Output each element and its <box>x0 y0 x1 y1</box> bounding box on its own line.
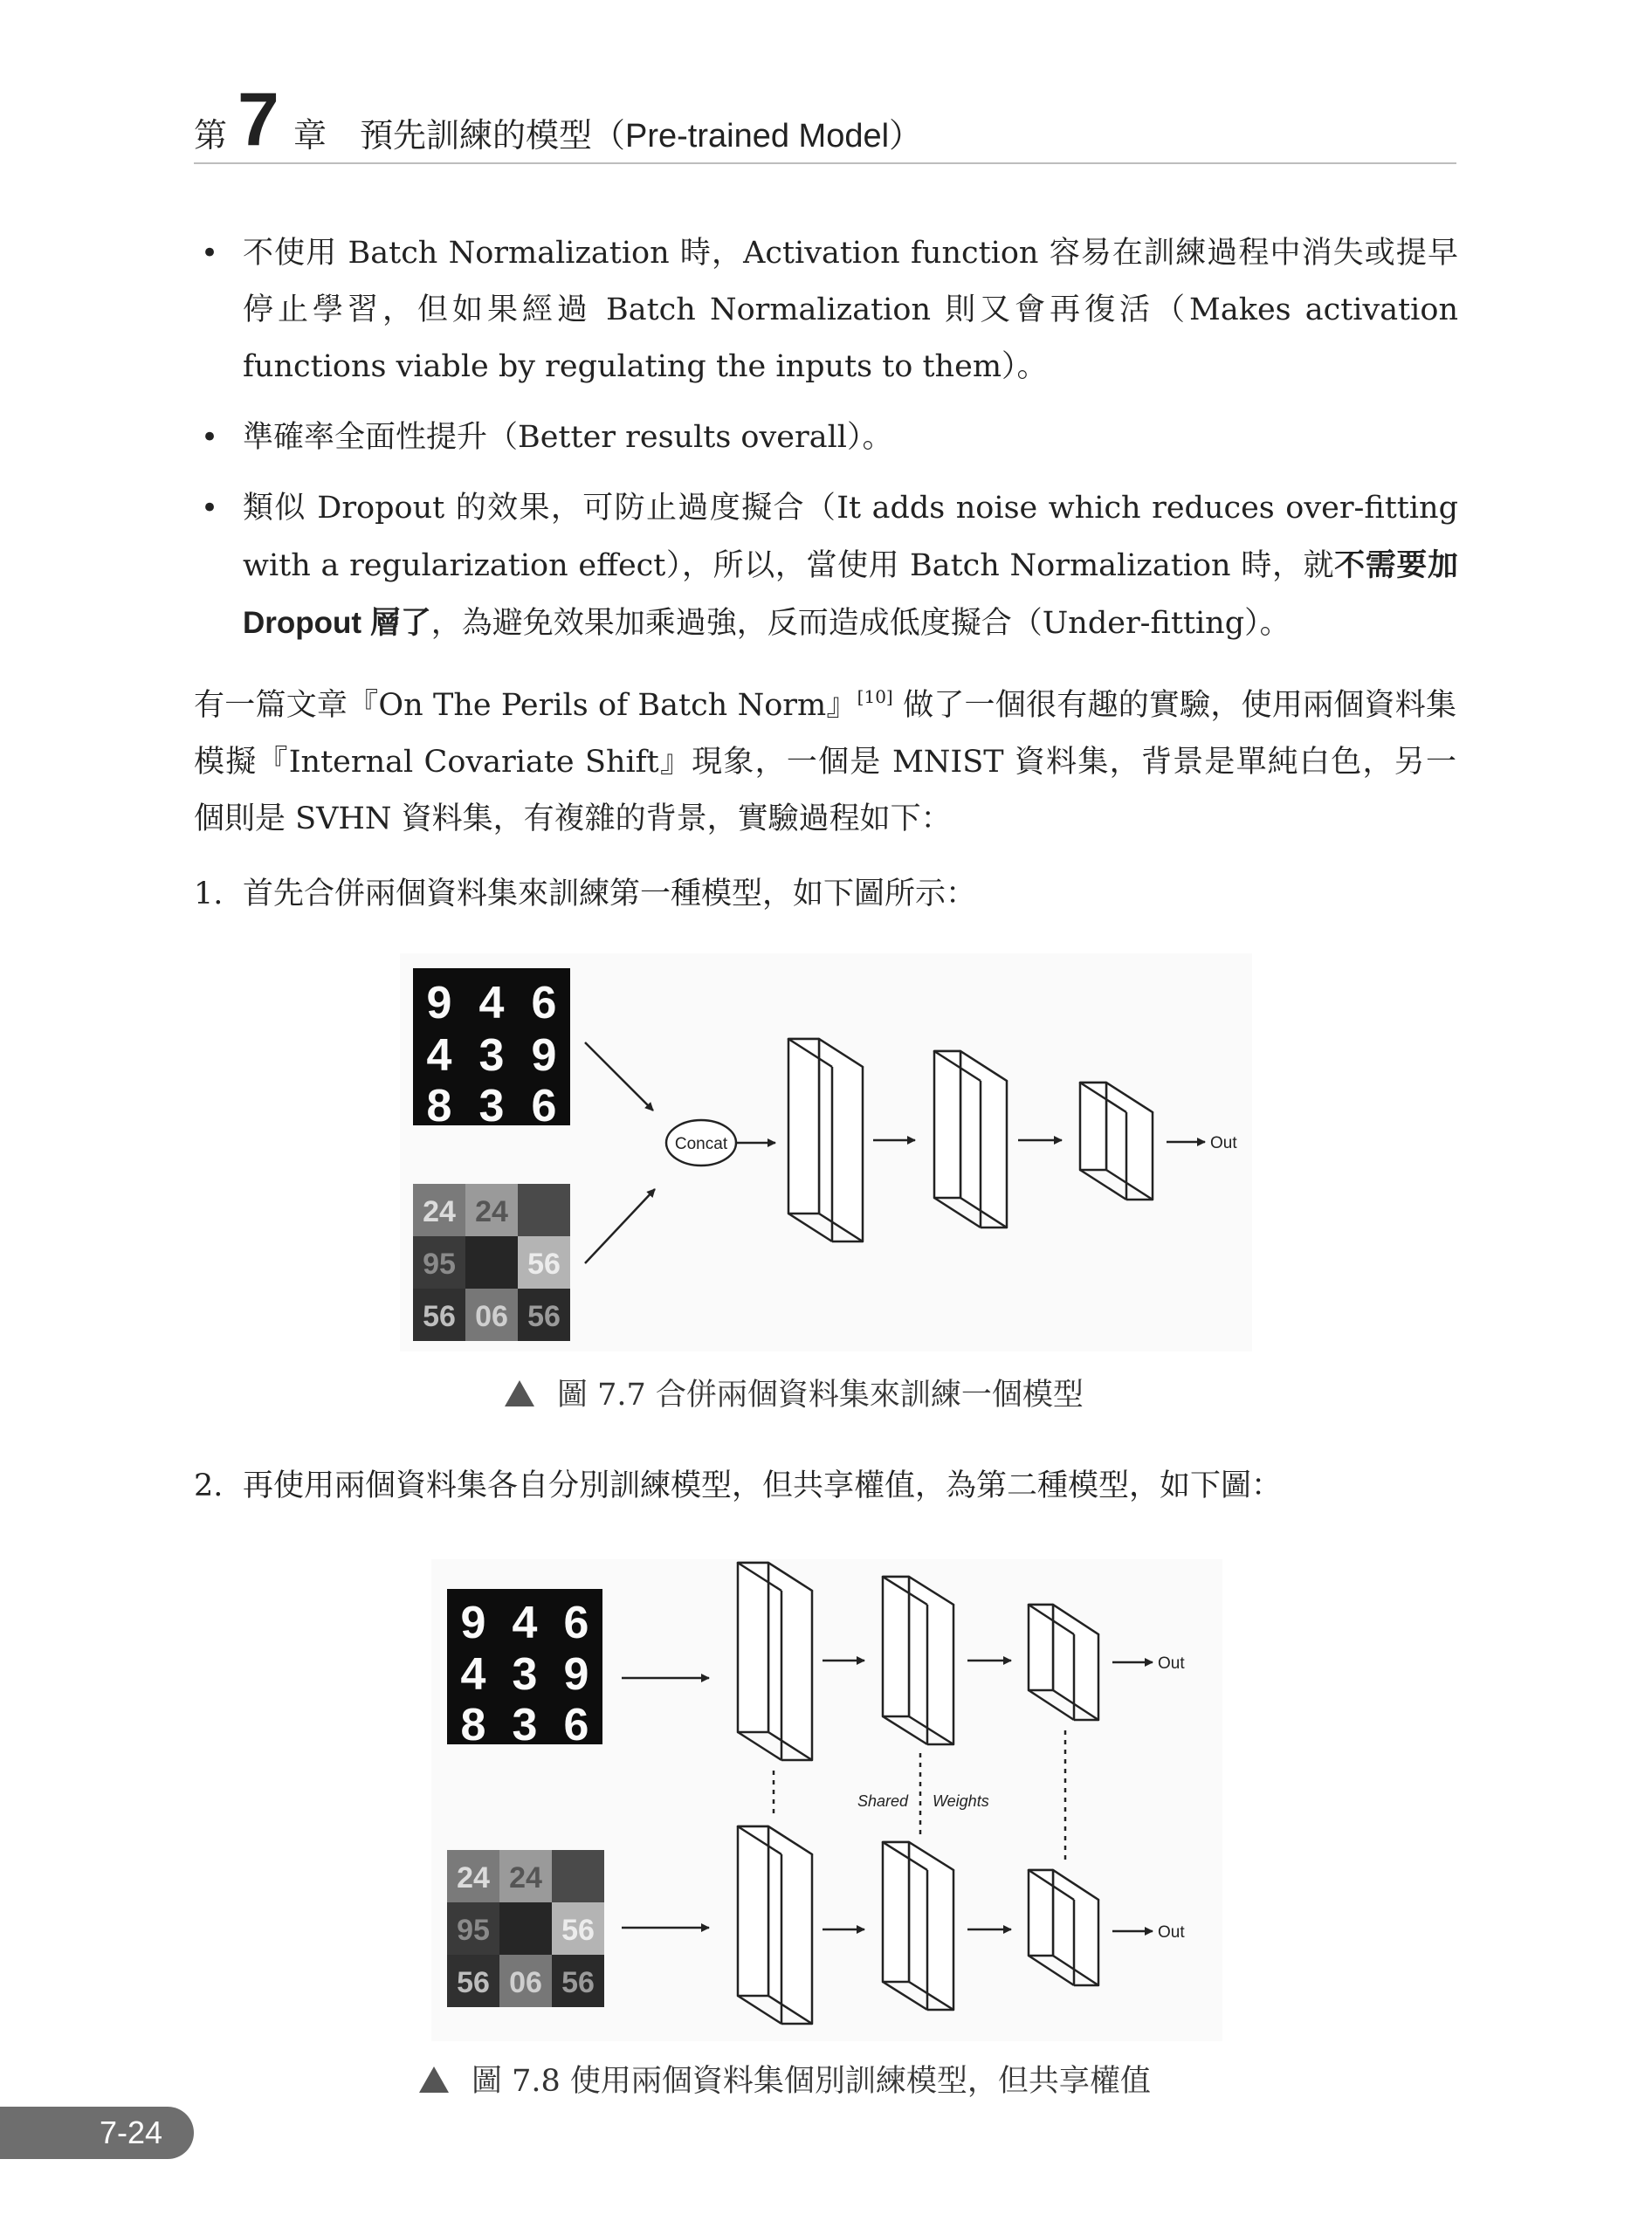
chapter-header <box>194 78 1456 164</box>
network-layer-block <box>788 1039 863 1241</box>
bullet-bold-text: 不需要加 Dropout 層了 <box>243 548 1458 640</box>
body-paragraph <box>194 677 1456 848</box>
weights-label: Weights <box>933 1792 989 1810</box>
mnist-digit: 6 <box>563 1700 589 1750</box>
mnist-image-grid <box>413 968 570 1131</box>
network-layer-block <box>1080 1083 1153 1200</box>
network-layer-block <box>1029 1605 1098 1720</box>
mnist-digit: 8 <box>426 1081 452 1131</box>
svhn-digit: 56 <box>457 1966 490 1999</box>
svhn-digit: 24 <box>457 1861 490 1895</box>
mnist-digit: 8 <box>460 1700 486 1750</box>
mnist-digit: 4 <box>426 1030 452 1081</box>
svhn-digit: 95 <box>423 1248 456 1281</box>
page-number: 7-24 <box>0 2107 194 2159</box>
paragraph-text: 做了一個很有趣的實驗，使用兩個資料集模擬『Internal Covariate Shift』現象，一個是 MNIST 資料集，背景是單純白色，另一個則是 SVHN 資料集，有複雜的背景，實驗過程如下： <box>194 688 1456 836</box>
mnist-digit: 3 <box>478 1081 505 1131</box>
svhn-digit: 06 <box>509 1966 542 1999</box>
concat-label: Concat <box>674 1135 728 1153</box>
out-label: Out <box>1210 1134 1237 1152</box>
mnist-digit: 6 <box>531 978 557 1028</box>
network-layer-block <box>738 1826 812 2024</box>
step-number: 2. <box>194 1468 224 1503</box>
shared-label: Shared <box>857 1792 908 1810</box>
mnist-digit: 9 <box>563 1649 589 1700</box>
out-label-top: Out <box>1158 1654 1185 1673</box>
step-text: 首先合併兩個資料集來訓練第一種模型，如下圖所示： <box>243 877 977 911</box>
bullet-text: ，為避免效果加乘過強，反而造成低度擬合（Under-fitting）。 <box>430 606 1291 641</box>
mnist-digit: 6 <box>563 1598 589 1648</box>
figure-7-8-diagram <box>431 1559 1222 2041</box>
paragraph-text: 有一篇文章『On The Perils of Batch Norm』 <box>194 688 857 723</box>
network-layer-block <box>1029 1870 1098 1985</box>
chapter-prefix: 第 <box>194 118 228 155</box>
citation-ref: [10] <box>857 686 893 707</box>
figure-7-7-diagram <box>400 953 1252 1351</box>
svhn-digit: 24 <box>423 1195 456 1228</box>
mnist-digit: 3 <box>512 1700 538 1750</box>
bullet-item <box>201 409 1458 466</box>
network-layer-block <box>934 1051 1007 1228</box>
out-label-bottom: Out <box>1158 1923 1185 1942</box>
mnist-digit: 4 <box>460 1649 486 1700</box>
network-layer-block <box>738 1563 812 1760</box>
bullet-item <box>201 225 1458 395</box>
bullet-text: 不使用 Batch Normalization 時，Activation function 容易在訓練過程中消失或提早停止學習，但如果經過 Batch Normalization 則又會再復活（Makes activation functions viable by regulating the inputs to them）。 <box>243 236 1458 384</box>
step-text: 再使用兩個資料集各自分別訓練模型，但共享權值，為第二種模型，如下圖： <box>243 1468 1283 1503</box>
svhn-image-grid <box>413 1184 570 1341</box>
svhn-digit: 06 <box>475 1300 508 1333</box>
arrow <box>585 1189 655 1263</box>
svhn-digit: 56 <box>527 1248 561 1281</box>
svhn-digit: 56 <box>561 1914 595 1947</box>
mnist-digit: 9 <box>531 1030 557 1081</box>
figure-7-8 <box>431 1559 1222 2041</box>
svhn-digit: 24 <box>509 1861 542 1895</box>
svhn-digit: 56 <box>423 1300 456 1333</box>
caption-text: 圖 7.7 合併兩個資料集來訓練一個模型 <box>557 1378 1084 1413</box>
bullet-text: 準確率全面性提升（Better results overall）。 <box>243 420 893 455</box>
figure-7-8-caption <box>419 2057 1151 2101</box>
mnist-digit: 4 <box>478 978 505 1028</box>
mnist-digit: 3 <box>512 1649 538 1700</box>
step-2 <box>194 1460 1282 1512</box>
svhn-digit: 95 <box>457 1914 490 1947</box>
figure-7-7 <box>400 953 1252 1351</box>
svhn-image-grid <box>447 1850 604 2007</box>
svhn-digit: 56 <box>561 1966 595 1999</box>
mnist-digit: 6 <box>531 1081 557 1131</box>
bullet-item <box>201 480 1458 652</box>
svhn-digit: 24 <box>475 1195 508 1228</box>
mnist-digit: 9 <box>426 978 452 1028</box>
caption-text: 圖 7.8 使用兩個資料集個別訓練模型，但共享權值 <box>472 2064 1151 2099</box>
network-layer-block <box>883 1577 953 1744</box>
bullet-text: 類似 Dropout 的效果，可防止過度擬合（It adds noise which reduces over-fitting with a regularization effect），所以，當使用 Batch Normalization 時，就 <box>243 491 1458 583</box>
svhn-digit: 56 <box>527 1300 561 1333</box>
arrow <box>585 1042 653 1111</box>
triangle-icon <box>505 1380 534 1406</box>
chapter-title: 預先訓練的模型（Pre-trained Model） <box>360 118 923 155</box>
chapter-number: 7 <box>237 78 279 162</box>
step-number: 1. <box>194 877 224 911</box>
figure-7-7-caption <box>505 1371 1084 1414</box>
triangle-icon <box>419 2067 449 2093</box>
mnist-digit: 9 <box>460 1598 486 1648</box>
chapter-suffix: 章 <box>293 118 327 155</box>
step-1 <box>194 868 976 920</box>
mnist-digit: 4 <box>512 1598 538 1648</box>
mnist-image-grid <box>447 1589 602 1750</box>
bullet-list <box>201 225 1458 666</box>
mnist-digit: 3 <box>478 1030 505 1081</box>
network-layer-block <box>883 1842 953 2010</box>
